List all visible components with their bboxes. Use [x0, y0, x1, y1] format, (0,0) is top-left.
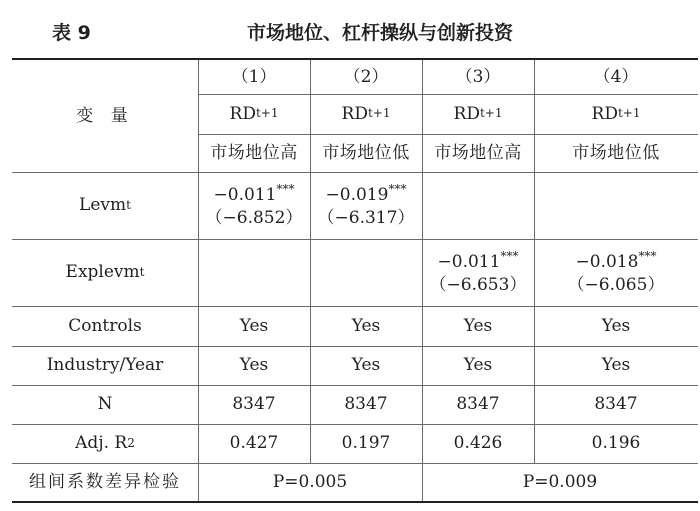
table-caption: [0, 0, 700, 60]
col-4-dep-var: [534, 94, 698, 134]
industry-year-col-4: Yes: [601, 355, 631, 376]
explevm-col-2: [310, 239, 422, 306]
controls-col-4: Yes: [601, 315, 631, 336]
group-test-cols-3-4: P=0.009: [522, 471, 598, 492]
coef-line: [576, 249, 657, 273]
controls-col-1: Yes: [239, 315, 269, 336]
dep-var-subscript: t+1: [367, 106, 391, 121]
adj-r2-row-label: [12, 424, 198, 463]
levm-col-4: [534, 172, 698, 239]
levm-col-1: [198, 172, 310, 239]
dep-var-subscript: t+1: [479, 106, 503, 121]
col-2-dep-var: [310, 94, 422, 134]
explevm-col-4: [534, 239, 698, 306]
n-col-3: 8347: [456, 394, 500, 415]
table-bottom-rule: [12, 501, 698, 503]
coef-line: [214, 182, 295, 206]
n-col-2: 8347: [344, 394, 388, 415]
col-4-number: （4）: [593, 66, 639, 87]
industry-year-row-label: Industry/Year: [46, 355, 164, 376]
adj-r2-col-1: 0.427: [229, 433, 279, 454]
n-row-label: N: [97, 394, 113, 415]
dep-var-base: RD: [229, 103, 256, 124]
controls-col-2: Yes: [351, 315, 381, 336]
coef-line: [438, 249, 519, 273]
dep-var-subscript: t+1: [617, 106, 641, 121]
coef-line: [326, 182, 407, 206]
group-test-row-label: 组间系数差异检验: [29, 471, 181, 492]
col-3-dep-var: [422, 94, 534, 134]
explevm-col-3: [422, 239, 534, 306]
dep-var-base: RD: [591, 103, 618, 124]
table-title: 市场地位、杠杆操纵与创新投资: [246, 22, 513, 44]
coefficient: −0.019: [325, 185, 389, 206]
significance-stars: ***: [638, 249, 657, 264]
levm-label-subscript: t: [126, 197, 131, 212]
n-col-1: 8347: [232, 394, 276, 415]
table-label: 表 9: [52, 22, 91, 44]
stub-header: 变 量: [76, 105, 134, 126]
col-4-group: 市场地位低: [572, 142, 660, 163]
significance-stars: ***: [500, 249, 519, 264]
n-col-4: 8347: [594, 394, 638, 415]
adj-r2-col-3: 0.426: [453, 433, 503, 454]
coefficient: −0.018: [575, 252, 639, 273]
col-1-group: 市场地位高: [210, 142, 298, 163]
controls-col-3: Yes: [463, 315, 493, 336]
significance-stars: ***: [388, 182, 407, 197]
levm-label-base: Levm: [79, 195, 127, 216]
dep-var-base: RD: [453, 103, 480, 124]
levm-col-3: [422, 172, 534, 239]
adj-r2-label-superscript: 2: [127, 435, 135, 450]
col-2-number: （2）: [343, 66, 389, 87]
explevm-label-base: Explevm: [65, 262, 140, 283]
industry-year-col-2: Yes: [351, 355, 381, 376]
t-statistic: （−6.653）: [429, 274, 527, 295]
coefficient: −0.011: [213, 185, 277, 206]
coefficient: −0.011: [437, 252, 501, 273]
adj-r2-label-base: Adj. R: [75, 433, 128, 454]
explevm-row-label: [12, 239, 198, 306]
explevm-label-subscript: t: [139, 264, 145, 279]
levm-col-2: [310, 172, 422, 239]
col-1-dep-var: [198, 94, 310, 134]
col-2-group: 市场地位低: [322, 142, 410, 163]
dep-var-base: RD: [341, 103, 368, 124]
industry-year-col-3: Yes: [463, 355, 493, 376]
t-statistic: （−6.065）: [567, 274, 665, 295]
industry-year-col-1: Yes: [239, 355, 269, 376]
explevm-col-1: [198, 239, 310, 306]
col-1-number: （1）: [231, 66, 277, 87]
controls-row-label: Controls: [68, 315, 142, 336]
t-statistic: （−6.317）: [317, 207, 415, 228]
levm-row-label: [12, 172, 198, 239]
t-statistic: （−6.852）: [205, 207, 303, 228]
adj-r2-col-4: 0.196: [591, 433, 641, 454]
col-3-number: （3）: [455, 66, 501, 87]
group-test-cols-1-2: P=0.005: [272, 471, 348, 492]
adj-r2-col-2: 0.197: [341, 433, 391, 454]
significance-stars: ***: [276, 182, 295, 197]
dep-var-subscript: t+1: [255, 106, 279, 121]
col-3-group: 市场地位高: [434, 142, 522, 163]
